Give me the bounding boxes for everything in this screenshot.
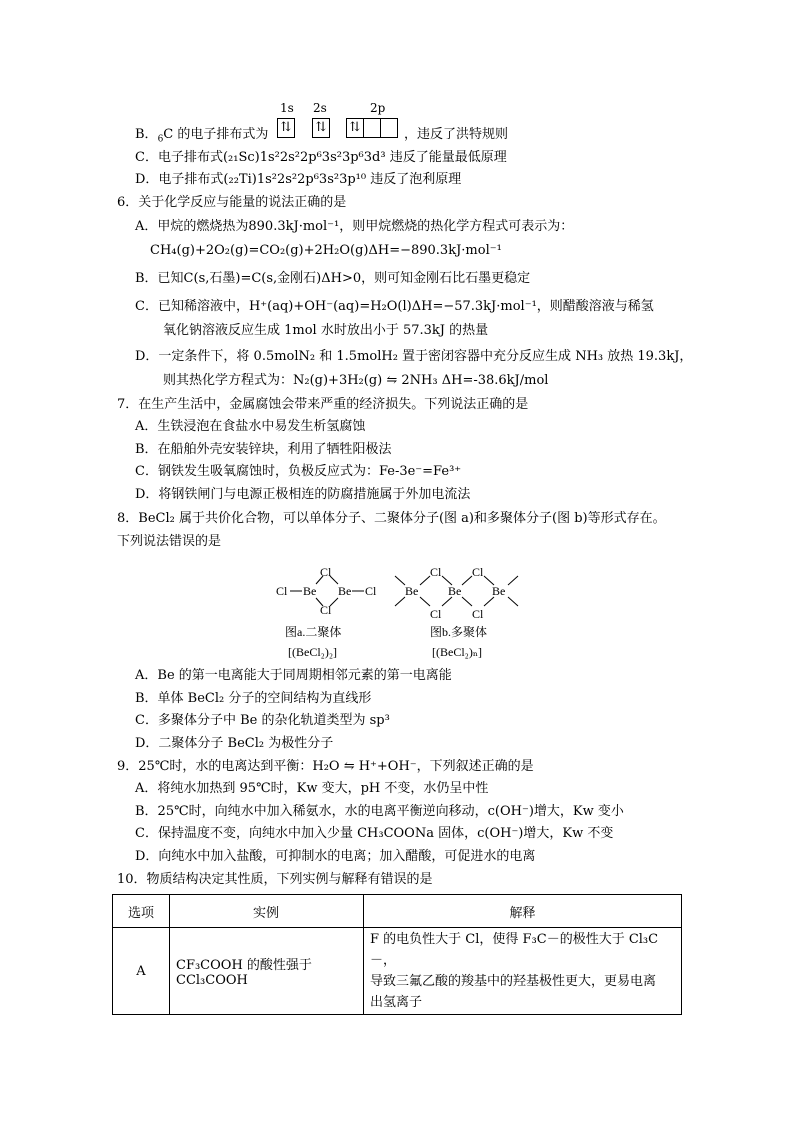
- becl2-structure-figure: [0, 562, 794, 672]
- svg-text:Cl: Cl: [276, 584, 288, 598]
- q9-option-c: C．保持温度不变，向纯水中加入少量 CH₃COONa 固体，c(OH⁻)增大，Kw 不变: [135, 826, 614, 841]
- svg-text:Be: Be: [492, 584, 506, 598]
- svg-text:Cl: Cl: [430, 607, 442, 621]
- orbital-2p-box-3: [380, 118, 398, 138]
- header-option: 选项: [113, 895, 170, 928]
- q5-option-b-tail: ，违反了洪特规则: [404, 127, 509, 142]
- q10-stem: 10．物质结构决定其性质，下列实例与解释有错误的是: [117, 872, 433, 887]
- q6-option-d: D．一定条件下，将 0.5molN₂ 和 1.5molH₂ 置于密闭容器中充分反应生成 NH₃ 放热 19.3kJ，: [135, 349, 693, 364]
- q9-option-a: A．将纯水加热到 95℃时，Kw 变大，pH 不变，水仍呈中性: [135, 781, 489, 796]
- q7-stem: 7．在生产生活中，金属腐蚀会带来严重的经济损失。下列说法正确的是: [117, 397, 529, 412]
- row-example: CF₃COOH 的酸性强于 CCl₃COOH: [170, 928, 364, 1015]
- q8-stem: 8．BeCl₂ 属于共价化合物，可以单体分子、二聚体分子(图 a)和多聚体分子(图 b)等形式存在。: [117, 511, 666, 526]
- q10-table: [112, 894, 682, 1015]
- q6-option-c: C．已知稀溶液中，H⁺(aq)+OH⁻(aq)=H₂O(l)ΔH=−57.3kJ·mol⁻¹，则醋酸溶液与稀氢: [135, 299, 654, 314]
- q8-stem-cont: 下列说法错误的是: [117, 534, 222, 549]
- q6-option-a-equation: CH₄(g)+2O₂(g)=CO₂(g)+2H₂O(g)ΔH=−890.3kJ·mol⁻¹: [150, 243, 502, 258]
- q6-option-c-cont: 氧化钠溶液反应生成 1mol 水时放出小于 57.3kJ 的热量: [163, 323, 489, 338]
- orbital-2p-box-1: ⇅: [346, 118, 364, 138]
- q8-option-a: A．Be 的第一电离能大于同周期相邻元素的第一电离能: [135, 668, 452, 683]
- q5-option-b: B．$_6$C 的电子排布式为: [135, 127, 269, 145]
- q7-option-b: B．在船舶外壳安装锌块，利用了牺牲阳极法: [135, 442, 392, 457]
- carbon-subscript: 6: [157, 134, 164, 145]
- q8-option-b: B．单体 BeCl₂ 分子的空间结构为直线形: [135, 691, 372, 706]
- svg-text:Cl: Cl: [320, 565, 332, 579]
- q9-option-b: B．25℃时，向纯水中加入稀氨水，水的电离平衡逆向移动，c(OH⁻)增大，Kw 变小: [135, 804, 624, 819]
- svg-text:Cl: Cl: [472, 565, 484, 579]
- row-option: A: [113, 928, 170, 1015]
- q9-option-d: D．向纯水中加入盐酸，可抑制水的电离；加入醋酸，可促进水的电离: [135, 849, 536, 864]
- orbital-label-2p: 2p: [370, 101, 386, 115]
- row-explanation: F 的电负性大于 Cl，使得 F₃C－的极性大于 Cl₃C－， 导致三氟乙酸的羧基中的羟基极性更大，更易电离 出氢离子: [364, 928, 682, 1015]
- orbital-label-1s: 1s: [280, 101, 294, 115]
- dimer-caption: 图a.二聚体: [285, 625, 342, 639]
- svg-text:Be: Be: [405, 584, 419, 598]
- svg-text:Cl: Cl: [365, 584, 377, 598]
- polymer-caption: 图b.多聚体: [430, 625, 488, 639]
- q6-stem: 6．关于化学反应与能量的说法正确的是: [117, 195, 347, 210]
- q6-option-a: A．甲烷的燃烧热为890.3kJ·mol⁻¹，则甲烷燃烧的热化学方程式可表示为：: [135, 219, 574, 234]
- header-example: 实例: [170, 895, 364, 928]
- orbital-2p-box-2: [363, 118, 381, 138]
- orbital-1s-box: ⇅: [277, 118, 295, 138]
- orbital-2s-box: ⇅: [312, 118, 330, 138]
- svg-text:Be: Be: [448, 584, 462, 598]
- svg-text:Be: Be: [303, 584, 317, 598]
- dimer-formula: [(BeCl₂)₂]: [288, 645, 338, 659]
- q7-option-a: A．生铁浸泡在食盐水中易发生析氢腐蚀: [135, 419, 366, 434]
- svg-text:Be: Be: [338, 584, 352, 598]
- orbital-label-2s: 2s: [313, 101, 327, 115]
- q9-stem: 9．25℃时，水的电离达到平衡：H₂O ⇋ H⁺+OH⁻，下列叙述正确的是: [117, 759, 534, 774]
- q8-option-c: C．多聚体分子中 Be 的杂化轨道类型为 sp³: [135, 713, 390, 728]
- q7-option-d: D．将钢铁闸门与电源正极相连的防腐措施属于外加电流法: [135, 487, 471, 502]
- table-row: [113, 928, 682, 1015]
- q6-option-b: B．已知C(s,石墨)=C(s,金刚石)ΔH>0，则可知金刚石比石墨更稳定: [135, 271, 531, 286]
- q8-option-d: D．二聚体分子 BeCl₂ 为极性分子: [135, 736, 334, 751]
- svg-text:Cl: Cl: [320, 603, 332, 617]
- q5-option-d: D．电子排布式(₂₂Ti)1s²2s²2p⁶3s²3p¹⁰ 违反了泡利原理: [135, 172, 462, 187]
- polymer-formula: [(BeCl₂)ₙ]: [432, 645, 483, 659]
- table-header-row: [113, 895, 682, 928]
- header-explanation: 解释: [364, 895, 682, 928]
- q5-option-c: C．电子排布式(₂₁Sc)1s²2s²2p⁶3s²3p⁶3d³ 违反了能量最低原理: [135, 150, 507, 165]
- dimer-structure: [290, 576, 364, 606]
- q7-option-c: C．钢铁发生吸氧腐蚀时，负极反应式为：Fe-3e⁻=Fe³⁺: [135, 464, 462, 479]
- svg-text:Cl: Cl: [430, 565, 442, 579]
- q6-option-d-cont: 则其热化学方程式为：N₂(g)+3H₂(g) ⇋ 2NH₃ ΔH=-38.6kJ/mol: [163, 373, 549, 388]
- svg-text:Cl: Cl: [472, 607, 484, 621]
